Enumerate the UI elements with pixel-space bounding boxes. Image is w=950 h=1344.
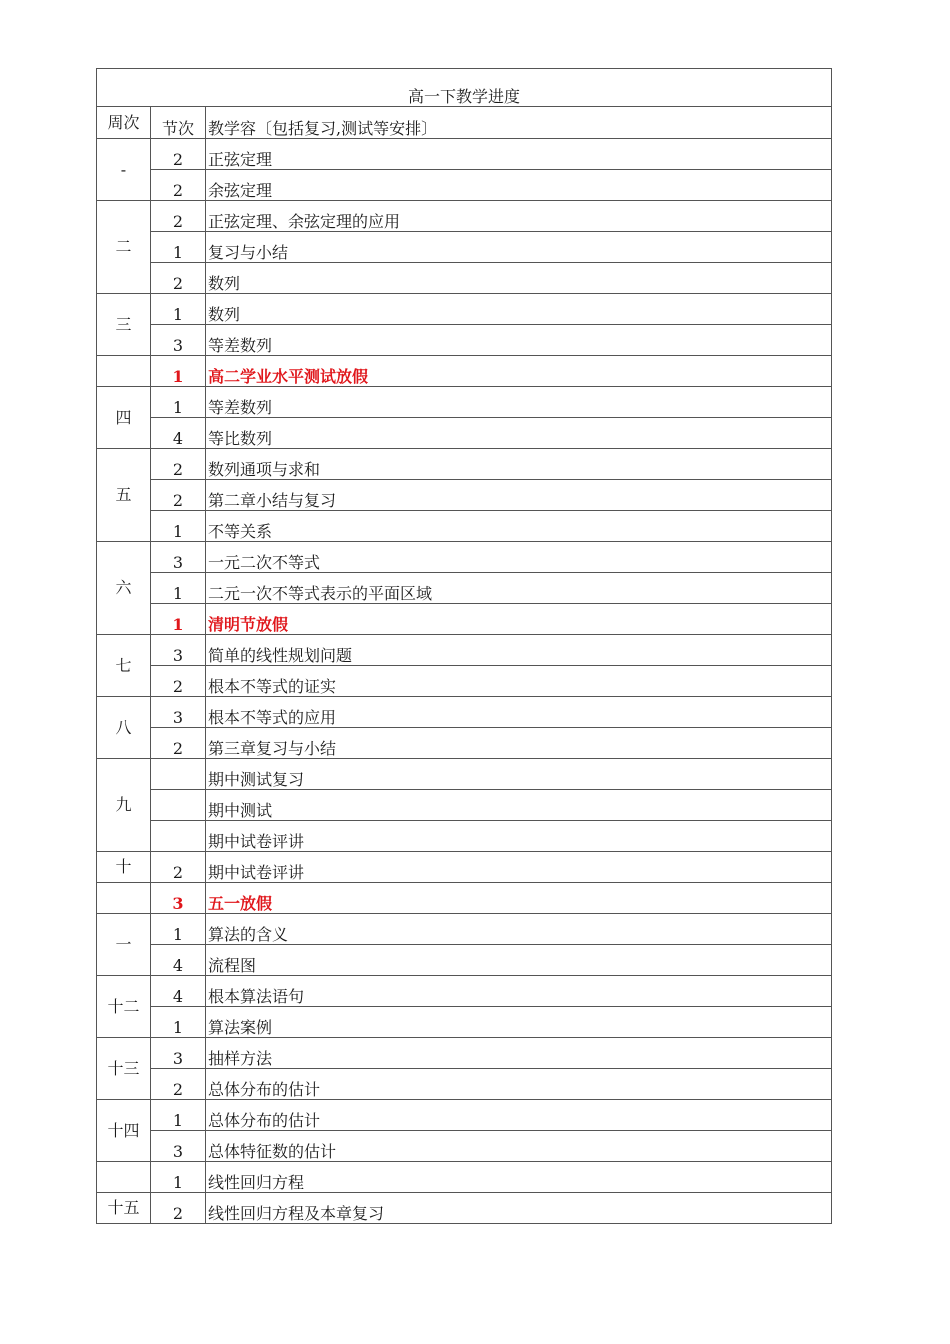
content-cell: 高二学业水平测试放假: [206, 356, 832, 387]
table-row: [97, 790, 832, 821]
title-row: [97, 69, 832, 107]
content-cell: 一元二次不等式: [206, 542, 832, 573]
lesson-cell: 1: [151, 356, 206, 387]
lesson-cell: 4: [151, 418, 206, 449]
content-cell: 数列通项与求和: [206, 449, 832, 480]
content-cell: 等差数列: [206, 387, 832, 418]
schedule-document: [96, 68, 831, 1224]
table-row: [97, 1007, 832, 1038]
lesson-cell: 2: [151, 201, 206, 232]
table-row: [97, 914, 832, 945]
content-cell: 等差数列: [206, 325, 832, 356]
week-cell: 七: [97, 635, 151, 697]
table-row: [97, 170, 832, 201]
content-cell: 不等关系: [206, 511, 832, 542]
content-cell: 期中试卷评讲: [206, 852, 832, 883]
week-cell: [97, 356, 151, 387]
lesson-cell: 2: [151, 263, 206, 294]
lesson-cell: 2: [151, 852, 206, 883]
table-row: [97, 139, 832, 170]
content-cell: 根本算法语句: [206, 976, 832, 1007]
table-row: [97, 1193, 832, 1224]
content-cell: 五一放假: [206, 883, 832, 914]
lesson-cell: 1: [151, 573, 206, 604]
lesson-cell: [151, 790, 206, 821]
lesson-cell: 2: [151, 1069, 206, 1100]
lesson-cell: 4: [151, 976, 206, 1007]
table-row: [97, 697, 832, 728]
table-row: [97, 1069, 832, 1100]
lesson-cell: 3: [151, 1038, 206, 1069]
lesson-cell: 1: [151, 1007, 206, 1038]
table-row: [97, 1162, 832, 1193]
lesson-cell: 2: [151, 170, 206, 201]
lesson-cell: 3: [151, 697, 206, 728]
lesson-cell: 1: [151, 294, 206, 325]
week-cell: 九: [97, 759, 151, 852]
table-row: [97, 511, 832, 542]
table-row: [97, 1038, 832, 1069]
lesson-cell: 1: [151, 511, 206, 542]
table-row: [97, 542, 832, 573]
lesson-cell: 2: [151, 139, 206, 170]
lesson-cell: 2: [151, 480, 206, 511]
content-cell: 总体特征数的估计: [206, 1131, 832, 1162]
table-row: [97, 294, 832, 325]
header-lesson: 节次: [151, 107, 206, 139]
header-content: 教学容〔包括复习,测试等安排〕: [206, 107, 832, 139]
week-cell: 十: [97, 852, 151, 883]
content-cell: 正弦定理: [206, 139, 832, 170]
week-cell: 一: [97, 914, 151, 976]
lesson-cell: 4: [151, 945, 206, 976]
week-cell: [97, 1162, 151, 1193]
week-cell: [97, 883, 151, 914]
lesson-cell: 2: [151, 449, 206, 480]
table-row: [97, 759, 832, 790]
table-row: [97, 573, 832, 604]
table-row: [97, 325, 832, 356]
lesson-cell: 1: [151, 1162, 206, 1193]
table-row: [97, 201, 832, 232]
lesson-cell: 1: [151, 387, 206, 418]
week-cell: 十二: [97, 976, 151, 1038]
lesson-cell: 3: [151, 542, 206, 573]
content-cell: 第三章复习与小结: [206, 728, 832, 759]
content-cell: 总体分布的估计: [206, 1069, 832, 1100]
content-cell: 简单的线性规划问题: [206, 635, 832, 666]
lesson-cell: 1: [151, 1100, 206, 1131]
content-cell: 线性回归方程: [206, 1162, 832, 1193]
table-title: 高一下教学进度: [97, 69, 832, 107]
content-cell: 数列: [206, 294, 832, 325]
content-cell: 正弦定理、余弦定理的应用: [206, 201, 832, 232]
content-cell: 算法案例: [206, 1007, 832, 1038]
table-row: [97, 356, 832, 387]
content-cell: 流程图: [206, 945, 832, 976]
content-cell: 第二章小结与复习: [206, 480, 832, 511]
table-row: [97, 604, 832, 635]
content-cell: 期中测试: [206, 790, 832, 821]
header-row: [97, 107, 832, 139]
lesson-cell: 2: [151, 728, 206, 759]
table-row: [97, 635, 832, 666]
week-cell: 八: [97, 697, 151, 759]
week-cell: 十五: [97, 1193, 151, 1224]
lesson-cell: 2: [151, 666, 206, 697]
week-cell: 十四: [97, 1100, 151, 1162]
lesson-cell: 3: [151, 325, 206, 356]
lesson-cell: 3: [151, 635, 206, 666]
schedule-table: [96, 68, 832, 1224]
header-week: 周次: [97, 107, 151, 139]
week-cell: 三: [97, 294, 151, 356]
week-cell: 十三: [97, 1038, 151, 1100]
content-cell: 线性回归方程及本章复习: [206, 1193, 832, 1224]
week-cell: 五: [97, 449, 151, 542]
content-cell: 期中试卷评讲: [206, 821, 832, 852]
table-row: [97, 449, 832, 480]
lesson-cell: 1: [151, 604, 206, 635]
table-row: [97, 976, 832, 1007]
week-cell: 六: [97, 542, 151, 635]
table-row: [97, 821, 832, 852]
week-cell: 二: [97, 201, 151, 294]
lesson-cell: 3: [151, 883, 206, 914]
lesson-cell: 1: [151, 914, 206, 945]
content-cell: 期中测试复习: [206, 759, 832, 790]
lesson-cell: [151, 759, 206, 790]
schedule-rows: [97, 139, 832, 1224]
table-row: [97, 1131, 832, 1162]
content-cell: 余弦定理: [206, 170, 832, 201]
content-cell: 根本不等式的证实: [206, 666, 832, 697]
table-row: [97, 232, 832, 263]
week-cell: 四: [97, 387, 151, 449]
content-cell: 数列: [206, 263, 832, 294]
table-row: [97, 263, 832, 294]
content-cell: 复习与小结: [206, 232, 832, 263]
table-row: [97, 728, 832, 759]
content-cell: 抽样方法: [206, 1038, 832, 1069]
week-cell: -: [97, 139, 151, 201]
table-row: [97, 883, 832, 914]
content-cell: 根本不等式的应用: [206, 697, 832, 728]
table-row: [97, 852, 832, 883]
lesson-cell: 1: [151, 232, 206, 263]
content-cell: 算法的含义: [206, 914, 832, 945]
table-row: [97, 666, 832, 697]
lesson-cell: [151, 821, 206, 852]
content-cell: 等比数列: [206, 418, 832, 449]
content-cell: 总体分布的估计: [206, 1100, 832, 1131]
lesson-cell: 2: [151, 1193, 206, 1224]
table-row: [97, 1100, 832, 1131]
table-row: [97, 945, 832, 976]
content-cell: 二元一次不等式表示的平面区域: [206, 573, 832, 604]
content-cell: 清明节放假: [206, 604, 832, 635]
table-row: [97, 418, 832, 449]
lesson-cell: 3: [151, 1131, 206, 1162]
table-row: [97, 387, 832, 418]
table-row: [97, 480, 832, 511]
